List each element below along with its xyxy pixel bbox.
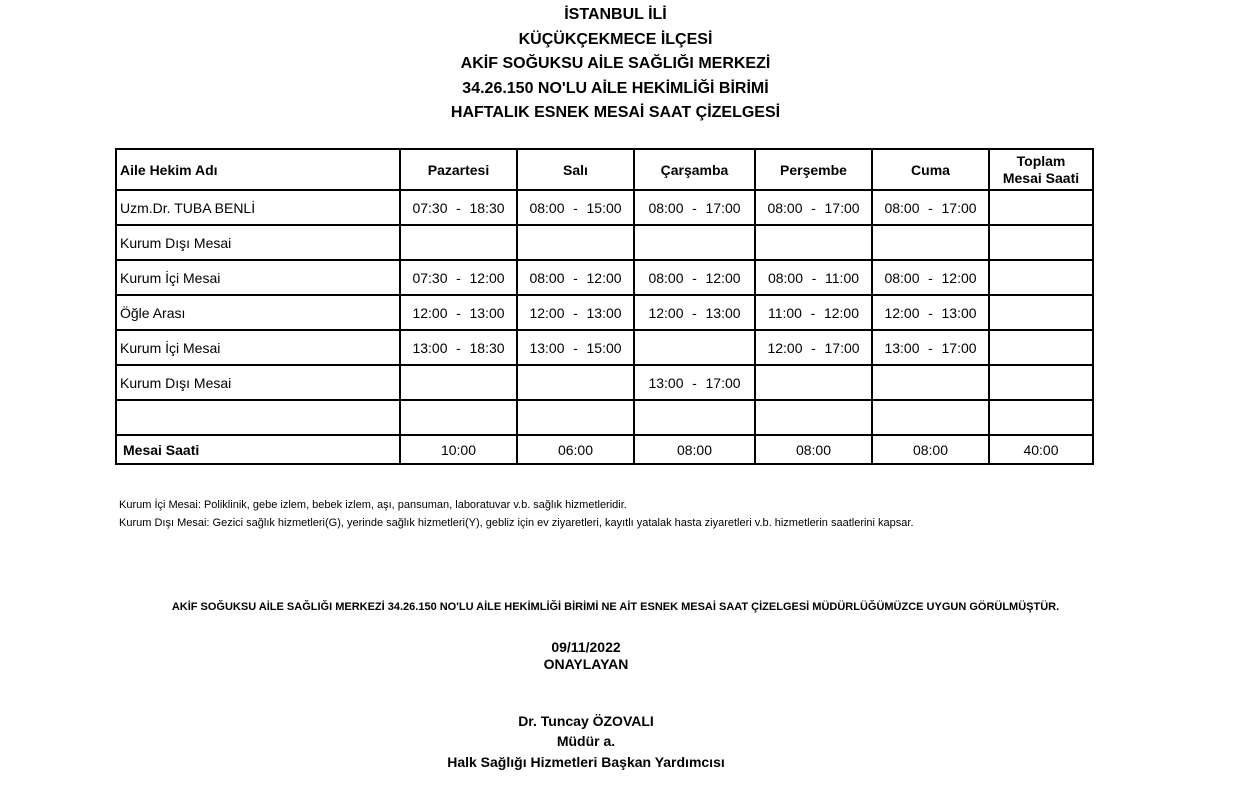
time-cell-friday — [872, 225, 989, 260]
time-cell-friday — [872, 260, 989, 295]
start-time: 13:00 — [648, 374, 684, 391]
table-header-row — [116, 149, 1093, 190]
time-cell-friday — [872, 330, 989, 365]
end-time: 13:00 — [469, 304, 505, 321]
start-time: 13:00 — [412, 339, 448, 356]
header-document-title: HAFTALIK ESNEK MESAİ SAAT ÇİZELGESİ — [450, 104, 781, 121]
time-separator: - — [692, 269, 697, 286]
start-time: 13:00 — [884, 339, 920, 356]
notes — [119, 496, 914, 532]
end-time: 17:00 — [941, 199, 977, 216]
time-cell-monday — [400, 295, 517, 330]
start-time: 11:00 — [767, 304, 802, 321]
table-row — [116, 295, 1093, 330]
time-separator: - — [928, 304, 933, 321]
start-time: 08:00 — [884, 269, 920, 286]
end-time: 12:00 — [586, 269, 622, 286]
time-separator: - — [456, 304, 461, 321]
time-cell-thursday — [755, 295, 872, 330]
time-cell-monday — [400, 330, 517, 365]
column-header-total-line1: Toplam — [1016, 152, 1066, 169]
start-time: 07:30 — [412, 269, 448, 286]
end-time: 13:00 — [586, 304, 622, 321]
signer-title: Halk Sağlığı Hizmetleri Başkan Yardımcısı — [447, 754, 725, 770]
total-hours-thursday: 08:00 — [755, 435, 872, 464]
column-header-thursday: Perşembe — [755, 149, 872, 190]
time-separator: - — [456, 269, 461, 286]
signer-name: Dr. Tuncay ÖZOVALI — [518, 713, 654, 729]
header-province: İSTANBUL İLİ — [564, 6, 667, 23]
note-internal-hours: Kurum İçi Mesai: Poliklinik, gebe izlem, bebek izlem, aşı, pansuman, laboratuvar v.b. sağlık hizmetleridir. — [119, 499, 627, 511]
time-cell-friday — [872, 400, 989, 435]
time-cell-thursday — [755, 330, 872, 365]
row-label: Kurum Dışı Mesai — [116, 225, 400, 260]
start-time: 08:00 — [648, 269, 684, 286]
time-separator: - — [573, 269, 578, 286]
time-cell-wednesday — [634, 365, 755, 400]
table-row — [116, 330, 1093, 365]
time-separator: - — [811, 339, 816, 356]
row-total-cell — [989, 330, 1093, 365]
column-header-wednesday: Çarşamba — [634, 149, 755, 190]
time-separator: - — [692, 199, 697, 216]
table-row — [116, 400, 1093, 435]
time-cell-wednesday — [634, 295, 755, 330]
table-row — [116, 365, 1093, 400]
row-label: Uzm.Dr. TUBA BENLİ — [116, 190, 400, 225]
signer-role: Müdür a. — [556, 733, 616, 749]
time-cell-friday — [872, 295, 989, 330]
time-cell-friday — [872, 190, 989, 225]
note-external-hours: Kurum Dışı Mesai: Gezici sağlık hizmetleri(G), yerinde sağlık hizmetleri(Y), gebliz için ev ziyaretleri, kayıtlı yatalak hasta ziyaretleri v.b. hizmetlerin saatlerini kapsar. — [119, 517, 914, 529]
end-time: 18:30 — [469, 339, 505, 356]
column-header-friday: Cuma — [872, 149, 989, 190]
approver-label: ONAYLAYAN — [543, 656, 629, 672]
time-separator: - — [573, 339, 578, 356]
end-time: 17:00 — [705, 199, 741, 216]
row-label: Öğle Arası — [116, 295, 400, 330]
end-time: 12:00 — [469, 269, 505, 286]
end-time: 11:00 — [825, 269, 860, 286]
time-cell-tuesday — [517, 330, 634, 365]
row-label: Kurum Dışı Mesai — [116, 365, 400, 400]
row-total-cell — [989, 260, 1093, 295]
time-cell-thursday — [755, 260, 872, 295]
time-separator: - — [811, 199, 816, 216]
row-label: Kurum İçi Mesai — [116, 260, 400, 295]
time-cell-tuesday — [517, 365, 634, 400]
end-time: 13:00 — [705, 304, 741, 321]
start-time: 12:00 — [529, 304, 565, 321]
document-header — [0, 4, 1231, 127]
time-separator: - — [811, 269, 817, 286]
time-cell-wednesday — [634, 225, 755, 260]
header-district: KÜÇÜKÇEKMECE İLÇESİ — [518, 30, 713, 48]
end-time: 18:30 — [469, 199, 505, 216]
row-label — [116, 400, 400, 435]
start-time: 08:00 — [884, 199, 920, 216]
time-cell-wednesday — [634, 400, 755, 435]
row-total-cell — [989, 295, 1093, 330]
time-cell-monday — [400, 190, 517, 225]
total-hours-row — [116, 435, 1093, 464]
end-time: 15:00 — [586, 339, 622, 356]
start-time: 08:00 — [529, 199, 565, 216]
start-time: 08:00 — [767, 199, 803, 216]
time-cell-wednesday — [634, 190, 755, 225]
time-cell-thursday — [755, 225, 872, 260]
time-separator: - — [928, 199, 933, 216]
time-cell-tuesday — [517, 190, 634, 225]
total-hours-monday: 10:00 — [400, 435, 517, 464]
approval-statement: AKİF SOĞUKSU AİLE SAĞLIĞI MERKEZİ 34.26.150 NO'LU AİLE HEKİMLİĞİ BİRİMİ NE AİT ESNEK MESAİ SAAT ÇİZELGESİ MÜDÜRLÜĞÜMÜZCE UYGUN GÖRÜLMÜŞTÜR. — [171, 601, 1060, 613]
row-label: Kurum İçi Mesai — [116, 330, 400, 365]
time-separator: - — [928, 339, 933, 356]
time-separator: - — [810, 304, 816, 321]
header-health-center: AKİF SOĞUKSU AİLE SAĞLIĞI MERKEZİ — [460, 55, 771, 72]
time-separator: - — [692, 304, 697, 321]
time-separator: - — [928, 269, 933, 286]
schedule-table — [115, 148, 1094, 465]
start-time: 08:00 — [767, 269, 804, 286]
column-header-total — [989, 149, 1093, 190]
end-time: 12:00 — [941, 269, 977, 286]
time-separator: - — [456, 199, 461, 216]
header-unit: 34.26.150 NO'LU AİLE HEKİMLİĞİ BİRİMİ — [462, 79, 769, 97]
end-time: 17:00 — [705, 374, 741, 391]
row-total-cell — [989, 225, 1093, 260]
column-header-tuesday: Salı — [517, 149, 634, 190]
table-row — [116, 190, 1093, 225]
time-cell-tuesday — [517, 400, 634, 435]
time-cell-monday — [400, 365, 517, 400]
time-separator: - — [692, 374, 697, 391]
time-cell-friday — [872, 365, 989, 400]
end-time: 17:00 — [824, 199, 860, 216]
start-time: 13:00 — [529, 339, 565, 356]
end-time: 12:00 — [705, 269, 741, 286]
time-cell-tuesday — [517, 295, 634, 330]
start-time: 12:00 — [412, 304, 448, 321]
end-time: 15:00 — [586, 199, 622, 216]
approval-date: 09/11/2022 — [551, 639, 621, 655]
time-cell-wednesday — [634, 260, 755, 295]
start-time: 08:00 — [529, 269, 565, 286]
total-hours-week: 40:00 — [989, 435, 1093, 464]
time-separator: - — [456, 339, 461, 356]
table-row — [116, 260, 1093, 295]
end-time: 13:00 — [941, 304, 977, 321]
start-time: 07:30 — [412, 199, 448, 216]
end-time: 17:00 — [824, 339, 860, 356]
time-cell-thursday — [755, 190, 872, 225]
start-time: 12:00 — [648, 304, 684, 321]
row-total-cell — [989, 190, 1093, 225]
total-hours-wednesday: 08:00 — [634, 435, 755, 464]
time-cell-monday — [400, 260, 517, 295]
start-time: 12:00 — [767, 339, 803, 356]
start-time: 12:00 — [884, 304, 920, 321]
time-cell-thursday — [755, 400, 872, 435]
time-cell-wednesday — [634, 330, 755, 365]
time-cell-monday — [400, 400, 517, 435]
column-header-monday: Pazartesi — [400, 149, 517, 190]
time-cell-tuesday — [517, 260, 634, 295]
time-cell-tuesday — [517, 225, 634, 260]
column-header-name: Aile Hekim Adı — [116, 149, 400, 190]
total-hours-label: Mesai Saati — [116, 435, 400, 464]
row-total-cell — [989, 365, 1093, 400]
time-separator: - — [573, 199, 578, 216]
time-cell-thursday — [755, 365, 872, 400]
total-hours-friday: 08:00 — [872, 435, 989, 464]
table-row — [116, 225, 1093, 260]
total-hours-tuesday: 06:00 — [517, 435, 634, 464]
time-cell-monday — [400, 225, 517, 260]
column-header-total-line2: Mesai Saati — [1002, 169, 1080, 186]
start-time: 08:00 — [648, 199, 684, 216]
end-time: 12:00 — [823, 304, 860, 321]
row-total-cell — [989, 400, 1093, 435]
end-time: 17:00 — [941, 339, 977, 356]
time-separator: - — [573, 304, 578, 321]
